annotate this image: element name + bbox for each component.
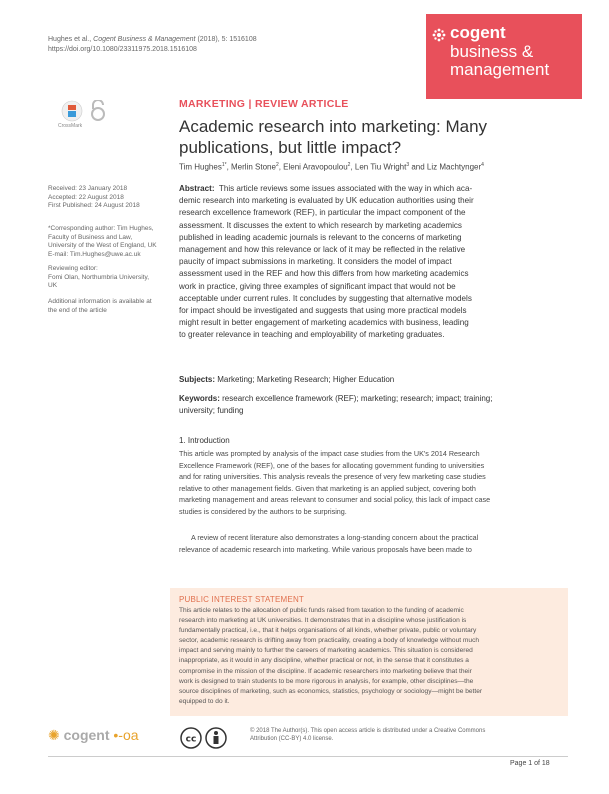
- keywords-value: research excellence framework (REF); marketing; research; impact; training;: [222, 394, 493, 403]
- body-line: Excellence Framework (REF), one of the bases for allocating government funding to universities: [179, 460, 485, 470]
- author[interactable]: Tim Hughes: [179, 162, 222, 172]
- keywords-label: Keywords:: [179, 394, 220, 403]
- footer-divider: [48, 756, 568, 757]
- intro-heading: 1. Introduction: [179, 436, 230, 445]
- keywords: [179, 393, 562, 416]
- corr-line: University of the West of England, UK: [48, 242, 157, 249]
- body-line: marketing management and areas relevant to consumer and social policy, this lack of impact case: [179, 495, 491, 504]
- accepted-date: Accepted: 22 August 2018: [48, 193, 124, 201]
- body-line: A review of recent literature also demonstrates a long-standing concern about the practical: [191, 533, 479, 542]
- public-interest-body: [179, 606, 562, 707]
- ps-line: fundamentally practical, i.e., that it helps organisations of all kinds, whether private, public or voluntary: [179, 627, 477, 635]
- body-line: studies is considered by the authors to be surprising.: [179, 506, 347, 516]
- corr-line: *Corresponding author: Tim Hughes,: [48, 225, 154, 232]
- abstract-line: management and how this relevance or lack of it may be reflected in the relative: [179, 245, 466, 255]
- ps-line: work is designed to train students to be more rigorous in analysis, for example, other disciplines—the: [179, 677, 474, 685]
- citation-header: [48, 35, 257, 55]
- author[interactable]: Merlin Stone: [231, 162, 276, 172]
- reviewing-editor: [48, 265, 166, 291]
- cogent-logo-icon: [432, 28, 446, 42]
- abstract-line: assessment used in the REF and how this differs from how marketing academics: [179, 269, 469, 279]
- abstract-label: Abstract:: [179, 184, 215, 193]
- cogent-oa-icon: ✺: [48, 727, 60, 743]
- add-line: the end of the article: [48, 306, 107, 314]
- subjects-label: Subjects:: [179, 375, 216, 384]
- brand-line-3: management: [450, 60, 550, 79]
- received-date: Received: 23 January 2018: [48, 185, 128, 192]
- abstract: [179, 183, 562, 342]
- author-list: Tim Hughes$^{1*}$, Merlin Stone$^2$, Eleni Aravopoulou$^2$, Len Tiu Wright$^3$ and Liz Machtynger$^4$: [179, 162, 484, 172]
- abstract-line: research excellence framework (REF), in particular the impact component of the: [179, 208, 466, 218]
- abstract-line: published in leading academic journals is relevant to the concerns of marketing: [179, 232, 462, 242]
- keywords-value: university; funding: [179, 405, 244, 415]
- subjects: [179, 375, 394, 384]
- abstract-line: assessment. It discusses the extent to which research by marketing academics: [179, 220, 462, 230]
- ps-line: research into marketing at UK universities. It demonstrates that in a discipline whose justification is: [179, 617, 467, 625]
- abstract-line: acceptable under current rules. It concludes by suggesting that alternative models: [179, 293, 472, 303]
- subjects-value: Marketing; Marketing Research; Higher Education: [217, 375, 395, 384]
- journal-brand-logo: [426, 14, 582, 99]
- cogent-oa-logo: [48, 727, 139, 744]
- header-journal: Cogent Business & Management: [93, 36, 196, 43]
- open-access-icon: [92, 100, 104, 120]
- author[interactable]: Len Tiu Wright: [354, 162, 407, 172]
- author-affil: 2: [275, 162, 279, 168]
- ps-line: This article relates to the allocation of public funds raised from taxation to the funding of academic: [179, 607, 464, 614]
- brand-line-2: business &: [450, 42, 534, 61]
- oa-dots: •-: [113, 727, 123, 743]
- corr-line: Faculty of Business and Law,: [48, 233, 133, 241]
- public-interest-title: PUBLIC INTEREST STATEMENT: [179, 595, 305, 604]
- body-line: and for rating universities. This analysis reveals the presence of very few marketing case studies: [179, 472, 486, 481]
- second-paragraph: [179, 532, 562, 555]
- abstract-line: demic research into marketing is evaluated by UK education authorities using their: [179, 196, 474, 206]
- header-doi[interactable]: https://doi.org/10.1080/23311975.2018.1516108: [48, 46, 197, 53]
- license-line: © 2018 The Author(s). This open access article is distributed under a Creative Commons: [250, 728, 486, 734]
- header-authors: Hughes et al.,: [48, 36, 92, 43]
- license-line: Attribution (CC-BY) 4.0 license.: [250, 736, 334, 742]
- abstract-line: to greater relevance in teaching and employability of marketing graduates.: [179, 330, 445, 340]
- title-line: Academic research into marketing: Many: [179, 117, 488, 136]
- author-affil: 2: [347, 162, 351, 168]
- ps-line: impact and serving mainly to further the careers of marketing academics. This situation is considered: [179, 647, 473, 655]
- author[interactable]: Liz Machtynger: [426, 162, 482, 172]
- abstract-line: This article reviews some issues associated with the way in which aca-: [218, 184, 473, 193]
- license-text: [250, 727, 550, 743]
- author-affil: 4: [481, 162, 484, 168]
- intro-paragraph: [179, 448, 562, 517]
- article-title: [179, 116, 559, 158]
- crossmark-icon: [62, 101, 82, 121]
- crossmark-label: CrossMark: [58, 123, 83, 129]
- abstract-line: paucity of impact submissions in marketing. It considers the model of impact: [179, 257, 452, 267]
- add-line: Additional information is available at: [48, 298, 152, 305]
- header-year: (2018), 5: 1516108: [197, 36, 257, 43]
- rev-line: UK: [48, 282, 58, 289]
- abstract-line: might result in better engagement of marketing academics with business, leading: [179, 318, 469, 328]
- svg-text:cc: cc: [185, 734, 197, 745]
- cc-by-license-icon[interactable]: [180, 727, 238, 749]
- ps-line: compromise in the mission of the discipline. If academic researchers into marketing believe that their: [179, 667, 472, 675]
- body-line: relevance of academic research into marketing. While various proposals have been made to: [179, 544, 472, 554]
- article-dates: [48, 185, 166, 211]
- published-date: First Published: 24 August 2018: [48, 202, 140, 209]
- title-line: publications, but little impact?: [179, 138, 402, 157]
- corr-email[interactable]: E-mail: Tim.Hughes@uwe.ac.uk: [48, 250, 141, 258]
- rev-line: Reviewing editor:: [48, 265, 98, 272]
- section-label: MARKETING | REVIEW ARTICLE: [179, 98, 349, 110]
- ps-line: inappropriate, as it would in any discipline, whether practical or not, in the sense that it constitutes a: [179, 657, 469, 665]
- abstract-line: work in practice, giving three examples of significant impact that would not be: [179, 281, 456, 291]
- additional-info: [48, 298, 166, 315]
- brand-line-1: cogent: [450, 23, 506, 42]
- page-number: Page 1 of 18: [510, 760, 550, 767]
- ps-line: sector, academic research is drifting away from practicality, creating a body of knowledge without much: [179, 637, 480, 645]
- body-line: This article was prompted by analysis of the impact case studies from the UK's 2014 Research: [179, 449, 480, 458]
- ps-line: source disciplines of marketing, such as economics, statistics, psychology or sociology—might be better: [179, 687, 483, 695]
- ps-line: equipped to do it.: [179, 697, 230, 705]
- author-affil: 3: [406, 162, 410, 168]
- rev-line: Fomi Olan, Northumbria University,: [48, 273, 150, 281]
- oa-text: oa: [122, 727, 139, 743]
- cogent-oa-text: cogent: [63, 727, 110, 743]
- author[interactable]: Eleni Aravopoulou: [283, 162, 348, 172]
- corresponding-author: [48, 225, 166, 259]
- body-line: relative to other management fields. Given that marketing is an applied subject, covering both: [179, 483, 476, 493]
- abstract-line: for impact should be investigated and suggests that using more practical models: [179, 306, 467, 316]
- author-affil: 1*: [221, 162, 227, 168]
